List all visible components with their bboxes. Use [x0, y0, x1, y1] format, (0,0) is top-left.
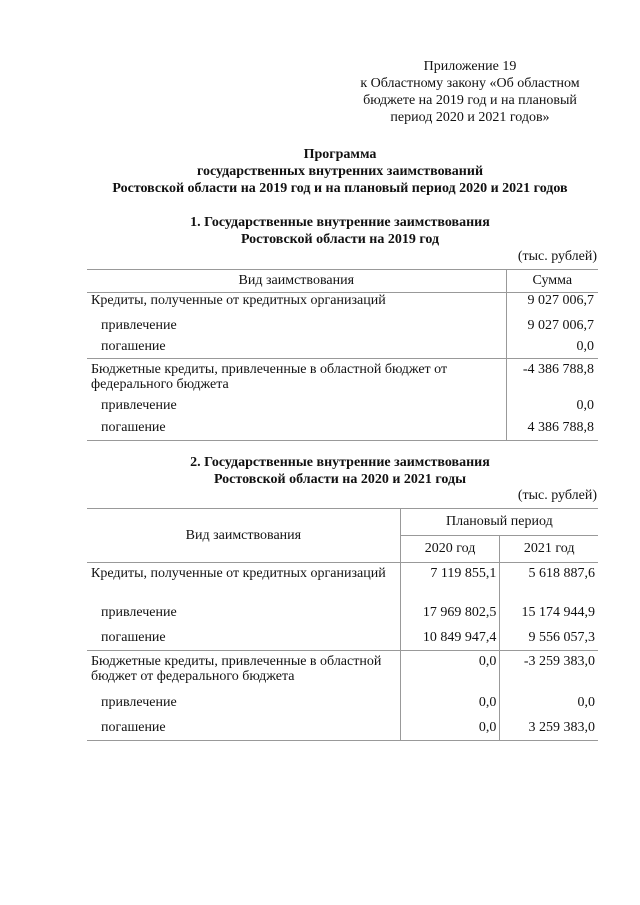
row-value: 9 027 006,7 — [527, 293, 594, 308]
appendix-header — [340, 58, 600, 126]
program-title-line: Ростовской области на 2019 год и на плановый период 2020 и 2021 годов — [112, 181, 568, 196]
section2-unit: (тыс. рублей) — [517, 488, 597, 503]
row-value: 0,0 — [576, 397, 594, 413]
column-header-type: Вид заимствования — [87, 509, 400, 563]
program-title-line: Программа — [303, 147, 377, 162]
row-label: привлечение — [87, 315, 506, 337]
appendix-number: Приложение 19 — [423, 59, 517, 74]
row-value-2020: 0,0 — [400, 691, 500, 716]
column-header-sum: Сумма — [506, 270, 598, 293]
row-value: 4 386 788,8 — [506, 417, 598, 441]
table-row — [87, 293, 598, 315]
table-row — [87, 691, 598, 716]
row-value-2021: 5 618 887,6 — [528, 566, 595, 581]
row-value: 0,0 — [576, 339, 594, 355]
row-value-2021: 3 259 383,0 — [500, 716, 598, 741]
table-row — [87, 395, 598, 417]
row-label: привлечение — [87, 601, 400, 626]
table-row — [87, 359, 598, 395]
section2-title-line: Ростовской области на 2020 и 2021 годы — [213, 472, 467, 487]
column-header-period: Плановый период — [400, 509, 598, 536]
row-label: погашение — [87, 417, 506, 441]
row-value-2021: 15 174 944,9 — [521, 605, 595, 620]
appendix-law-line: бюджете на 2019 год и на плановый — [363, 93, 577, 108]
row-value-2020: 10 849 947,4 — [400, 626, 500, 651]
section1-unit: (тыс. рублей) — [517, 249, 597, 264]
row-label: Кредиты, полученные от кредитных организаций — [87, 563, 400, 601]
section2-title — [80, 454, 600, 488]
program-title — [80, 146, 600, 197]
row-label: привлечение — [87, 395, 506, 417]
program-title-line: государственных внутренних заимствований — [196, 164, 484, 179]
row-value-2021: -3 259 383,0 — [500, 651, 598, 691]
table-row — [87, 651, 598, 691]
section1-title-line: Ростовской области на 2019 год — [240, 232, 440, 247]
column-header-2020: 2020 год — [400, 536, 500, 563]
row-value-2020: 17 969 802,5 — [400, 601, 500, 626]
section1-table — [87, 269, 598, 441]
row-value-2021: 0,0 — [577, 695, 595, 710]
row-label: погашение — [87, 337, 506, 359]
row-value-2020: 0,0 — [400, 716, 500, 741]
column-header-2021: 2021 год — [500, 536, 598, 563]
row-label: Бюджетные кредиты, привлеченные в областной бюджет от федерального бюджета — [87, 359, 506, 395]
section2-table — [87, 508, 598, 741]
row-label: Бюджетные кредиты, привлеченные в областной бюджет от федерального бюджета — [87, 651, 400, 691]
column-header-type: Вид заимствования — [87, 270, 506, 293]
row-value-2021: 9 556 057,3 — [528, 629, 595, 645]
row-label: привлечение — [87, 691, 400, 716]
section1-title-line: 1. Государственные внутренние заимствования — [190, 215, 490, 230]
row-value: -4 386 788,8 — [506, 359, 598, 395]
table-row — [87, 417, 598, 441]
row-label: погашение — [87, 626, 400, 651]
table-row — [87, 626, 598, 651]
appendix-law-line: период 2020 и 2021 годов» — [390, 110, 550, 125]
table-row — [87, 337, 598, 359]
appendix-law-line: к Областному закону «Об областном — [360, 76, 580, 91]
row-value: 9 027 006,7 — [527, 317, 594, 333]
table-row — [87, 601, 598, 626]
table-row — [87, 563, 598, 601]
row-value-2020: 7 119 855,1 — [400, 563, 500, 601]
row-value-2020: 0,0 — [400, 651, 500, 691]
table-row — [87, 716, 598, 741]
section1-title — [80, 214, 600, 248]
row-label: погашение — [87, 716, 400, 741]
row-label: Кредиты, полученные от кредитных организаций — [87, 293, 506, 315]
section2-title-line: 2. Государственные внутренние заимствования — [190, 455, 490, 470]
table-row — [87, 315, 598, 337]
